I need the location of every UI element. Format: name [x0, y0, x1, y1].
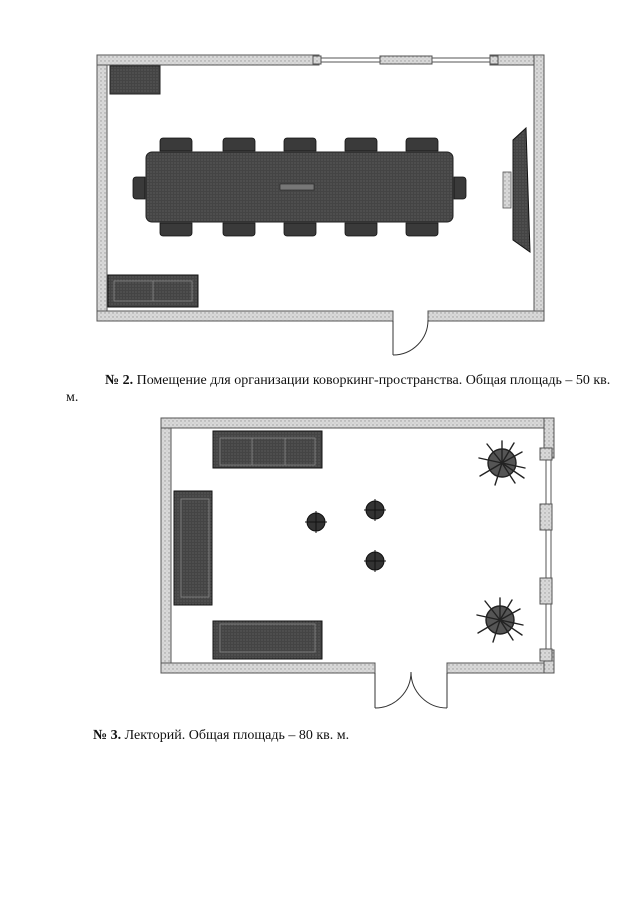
- room3-plant-top: [479, 441, 525, 485]
- room2-windows: [313, 56, 498, 64]
- chairs-top-row: [160, 138, 438, 151]
- figure-2-caption-text: Помещение для организации коворкинг-пространства. Общая площадь – 50 кв.: [133, 373, 611, 388]
- room-coworking-plan: [97, 55, 544, 355]
- figure-3-caption: [93, 727, 349, 744]
- room2-door: [393, 320, 428, 355]
- room3-sofa-bottom: [213, 621, 322, 659]
- room3-stool-legs: [305, 499, 386, 572]
- room2-sofa: [108, 275, 198, 307]
- figure-2-caption-tail: м.: [66, 390, 79, 405]
- figure-2-caption: [105, 372, 610, 389]
- table-centerpiece: [280, 184, 314, 190]
- room3-double-door: [375, 672, 447, 708]
- figure-2-number: № 2.: [105, 373, 134, 388]
- figure-3-number: № 3.: [93, 728, 122, 743]
- room3-stools: [307, 501, 384, 570]
- room3-plant-bottom: [477, 598, 523, 642]
- room2-cabinet: [110, 66, 160, 94]
- chairs-bottom-row: [160, 223, 438, 236]
- room-lecture-hall-plan: [161, 418, 554, 708]
- room3-sofa-left: [174, 491, 212, 605]
- room2-screen: [503, 128, 530, 252]
- figure-3-caption-text: Лекторий. Общая площадь – 80 кв. м.: [121, 728, 350, 743]
- room3-sofa-top: [213, 431, 322, 468]
- room3-windows: [540, 448, 552, 661]
